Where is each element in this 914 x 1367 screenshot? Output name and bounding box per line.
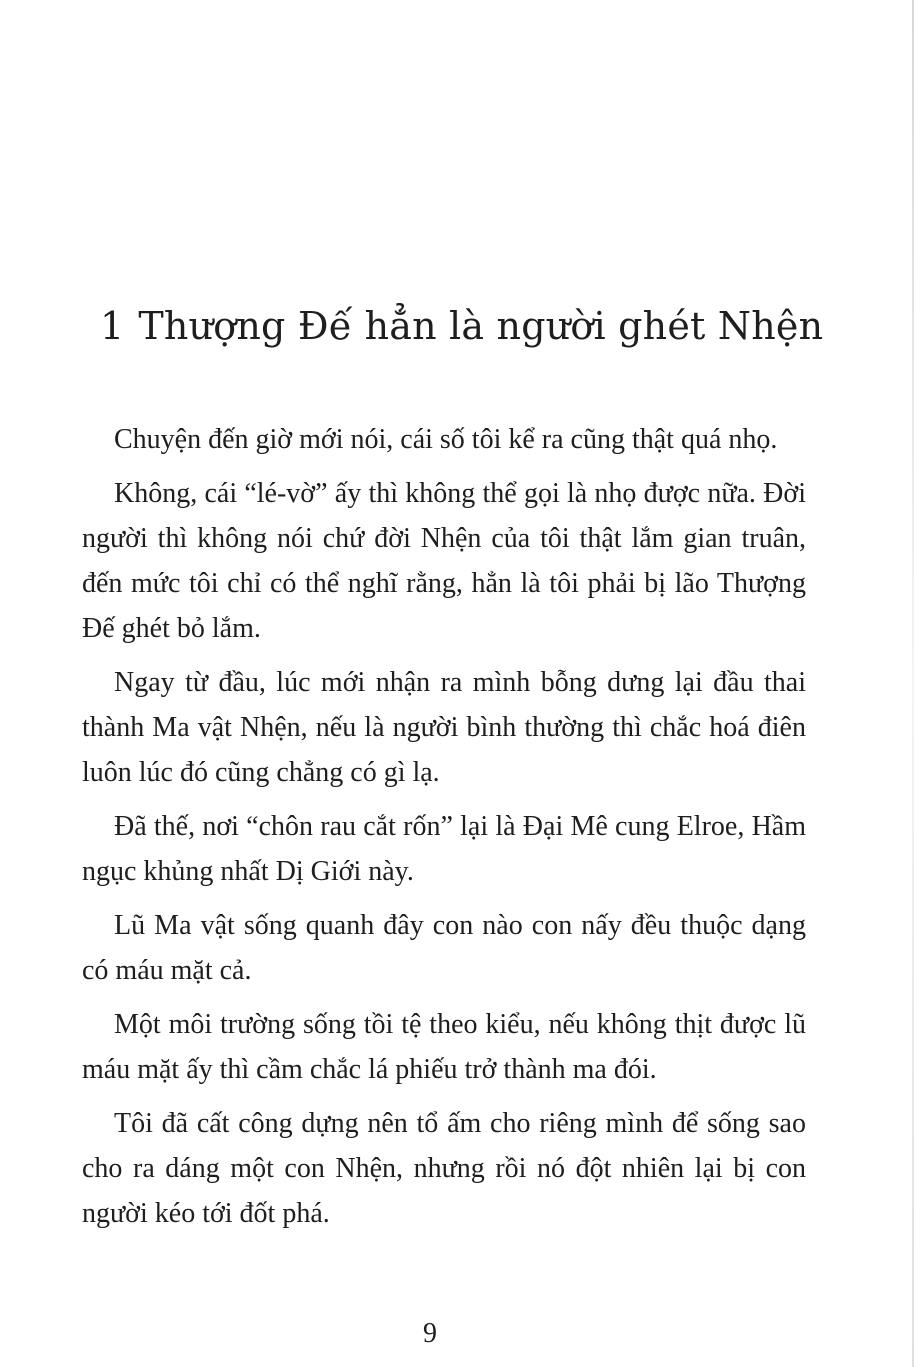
paragraph: Đã thế, nơi “chôn rau cắt rốn” lại là Đại Mê cung Elroe, Hầm ngục khủng nhất Dị Giới này.	[82, 810, 806, 887]
paragraph: Tôi đã cất công dựng nên tổ ấm cho riêng mình để sống sao cho ra dáng một con Nhện, nhưng rồi nó đột nhiên lại bị con người kéo tới đốt phá.	[82, 1108, 806, 1229]
page-number: 9	[423, 1318, 437, 1349]
chapter-heading	[100, 296, 860, 356]
paragraph: Chuyện đến giờ mới nói, cái số tôi kể ra cũng thật quá nhọ.	[114, 424, 778, 455]
paragraph: Không, cái “lé-vờ” ấy thì không thể gọi là nhọ được nữa. Đời người thì không nói chứ đời Nhện của tôi thật lắm gian truân, đến mức tôi chỉ có thể nghĩ rằng, hẳn là tôi phải bị lão Thượng Đế ghét bỏ lắm.	[82, 478, 806, 644]
chapter-number: 1	[100, 304, 125, 348]
paragraph: Lũ Ma vật sống quanh đây con nào con nấy đều thuộc dạng có máu mặt cả.	[82, 909, 806, 986]
chapter-title: Thượng Đế hẳn là người ghét Nhện	[138, 304, 824, 348]
paragraph: Ngay từ đầu, lúc mới nhận ra mình bỗng dưng lại đầu thai thành Ma vật Nhện, nếu là người bình thường thì chắc hoá điên luôn lúc đó cũng chẳng có gì lạ.	[82, 666, 806, 788]
body-text	[82, 418, 806, 1246]
paragraph: Một môi trường sống tồi tệ theo kiểu, nếu không thịt được lũ máu mặt ấy thì cầm chắc lá phiếu trở thành ma đói.	[82, 1009, 806, 1085]
